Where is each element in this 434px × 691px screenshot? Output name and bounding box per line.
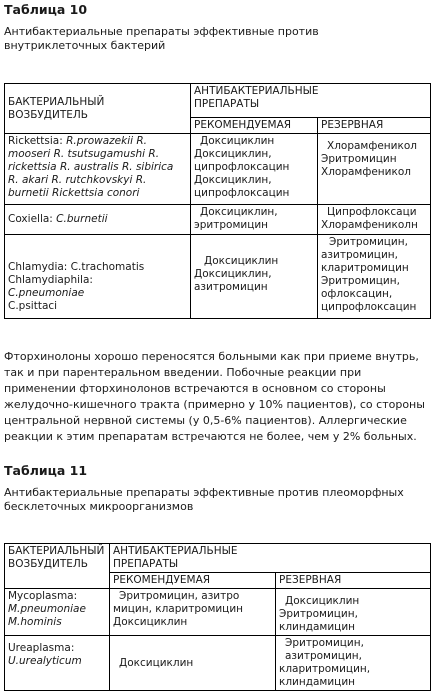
table11-title: Таблица 11: [4, 463, 88, 478]
table11-caption: Антибактериальные препараты эффективные против плеоморфных бесклеточных микроорганизмов: [4, 486, 404, 513]
table10-row-rickettsia-recommended: Доксициклин Доксициклин, ципрофлоксацин Доксициклин, ципрофлоксацин: [191, 134, 318, 205]
table11-header-reserve: РЕЗЕРВНАЯ: [276, 573, 431, 589]
table11-row-ureaplasma-reserve: Эритромицин, азитромицин, кларитромицин, клиндамицин: [276, 636, 431, 691]
table10-header-drugs: АНТИБАКТЕРИАЛЬНЫЕ ПРЕПАРАТЫ: [191, 84, 431, 118]
table10: [4, 83, 431, 319]
table11-header-recommended: РЕКОМЕНДУЕМАЯ: [110, 573, 276, 589]
table10-row-chlamydia-agent: Chlamydia: C.trachomatis Chlamydiaphila: C.pneumoniae C.psittaci: [5, 235, 191, 319]
table10-header-recommended: РЕКОМЕНДУЕМАЯ: [191, 118, 318, 134]
table10-row-rickettsia-reserve: Хлорамфеникол Эритромицин Хлорамфеникол: [318, 134, 431, 205]
table11: [4, 543, 431, 691]
table10-row-chlamydia-recommended: Доксициклин Доксициклин, азитромицин: [191, 235, 318, 319]
table11-row-mycoplasma-recommended: Эритромицин, азитро мицин, кларитромицин Доксициклин: [110, 589, 276, 636]
table10-row-coxiella-agent: Coxiella: C.burnetii: [5, 205, 191, 235]
table10-row-coxiella-reserve: Ципрофлоксаци Хлорамфениколн: [318, 205, 431, 235]
table10-header-reserve: РЕЗЕРВНАЯ: [318, 118, 431, 134]
table11-header-agent: БАКТЕРИАЛЬНЫЙ ВОЗБУДИТЕЛЬ: [5, 544, 110, 589]
table11-row-mycoplasma-reserve: Доксициклин Эритромицин, клиндамицин: [276, 589, 431, 636]
table11-row-mycoplasma-agent: Mycoplasma: M.pneumoniae M.hominis: [5, 589, 110, 636]
table10-caption: Антибактериальные препараты эффективные против внутриклеточных бактерий: [4, 25, 319, 52]
table11-row-ureaplasma-agent: Ureaplasma: U.urealyticum: [5, 636, 110, 691]
table10-row-rickettsia-agent: Rickettsia: R.prowazekii R. mooseri R. tsutsugamushi R. rickettsia R. australis R. sibirica R. akari R. rutchkovskyi R. burnetii Rickettsia conori: [5, 134, 191, 205]
table10-header-agent: БАКТЕРИАЛЬНЫЙ ВОЗБУДИТЕЛЬ: [5, 84, 191, 134]
table11-header-drugs: АНТИБАКТЕРИАЛЬНЫЕ ПРЕПАРАТЫ: [110, 544, 431, 573]
fluoroquinolones-paragraph: Фторхинолоны хорошо переносятся больными как при приеме внутрь, так и при парентеральном введении. Побочные реакции при применении фторхинолонов встречаются в основном со стороны желудочно-кишечного тракта (примерно у 10% пациентов), со стороны центральной нервной системы (у 0,5-6% пациентов). Аллергические реакции к этим препаратам встречаются не более, чем у 2% больных.: [4, 350, 425, 444]
table11-row-ureaplasma-recommended: Доксициклин: [110, 636, 276, 691]
table10-row-coxiella-recommended: Доксициклин, эритромицин: [191, 205, 318, 235]
table10-row-chlamydia-reserve: Эритромицин, азитромицин, кларитромицин Эритромицин, офлоксацин, ципрофлоксацин: [318, 235, 431, 319]
table10-title: Таблица 10: [4, 2, 88, 17]
